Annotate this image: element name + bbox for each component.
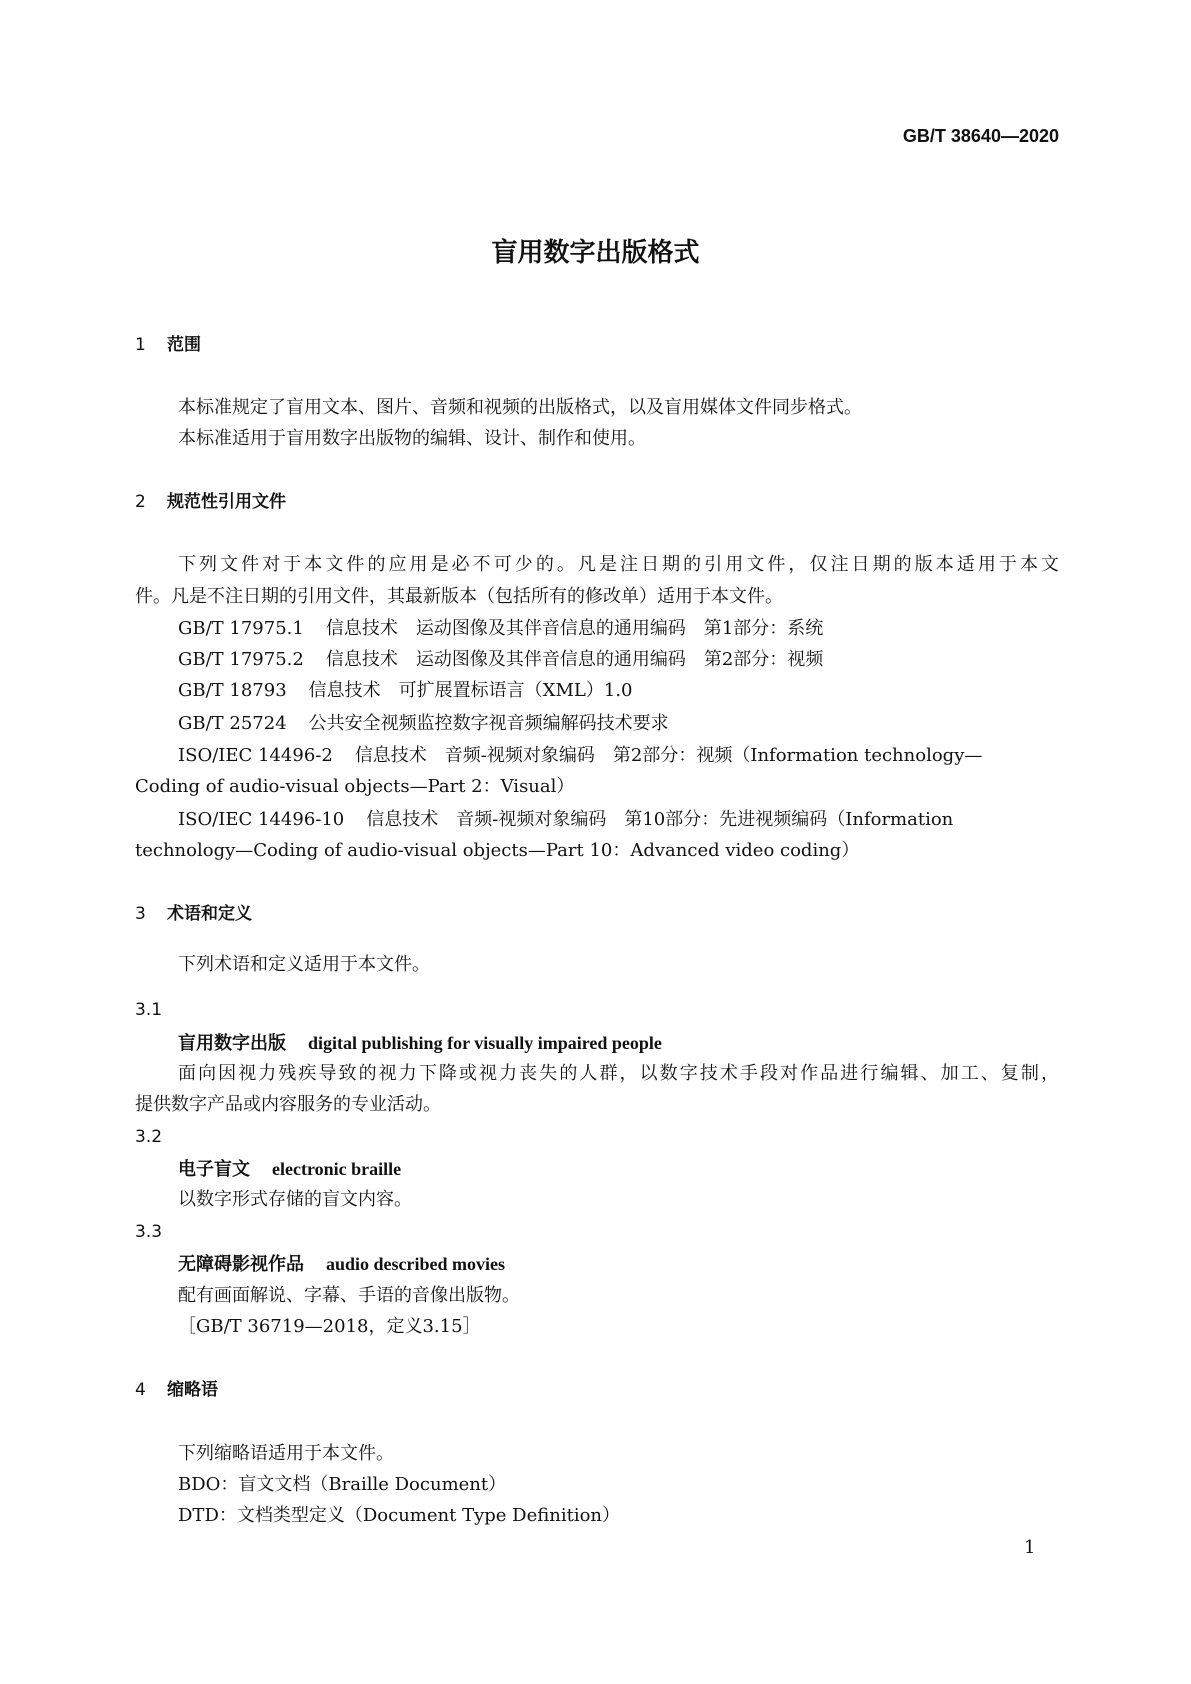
reference-code: GB/T 25724 [178,713,287,734]
reference-item [178,711,669,737]
section-number: 1 [135,335,146,355]
term-zh: 无障碍影视作品 [178,1254,304,1275]
paragraph: 本标准适用于盲用数字出版物的编辑、设计、制作和使用。 [178,428,646,449]
abbreviation-item: DTD：文档类型定义（Document Type Definition） [178,1505,621,1526]
term-heading [178,1030,662,1056]
reference-continuation: technology—Coding of audio-visual objects—Part 10：Advanced video coding） [135,840,860,861]
term-definition: 配有画面解说、字幕、手语的音像出版物。 [178,1285,520,1306]
section-title: 规范性引用文件 [167,492,286,512]
term-definition: 提供数字产品或内容服务的专业活动。 [135,1094,441,1115]
term-en: digital publishing for visually impaired people [308,1033,662,1053]
term-heading [178,1156,401,1182]
reference-title: 信息技术 运动图像及其伴音信息的通用编码 第1部分：系统 [325,618,824,639]
reference-title: 公共安全视频监控数字视音频编解码技术要求 [308,713,669,734]
abbreviation-item: BDO：盲文文档（Braille Document） [178,1474,507,1495]
section-heading-4 [135,1377,218,1403]
section-heading-2 [135,489,286,515]
term-definition: 面向因视力残疾导致的视力下降或视力丧失的人群，以数字技术手段对作品进行编辑、加工、复制， [178,1063,1059,1084]
document-title: 盲用数字出版格式 [491,238,700,268]
section-number: 4 [135,1380,146,1400]
reference-item [178,678,633,704]
reference-code: GB/T 18793 [178,680,287,701]
reference-code: ISO/IEC 14496-10 [178,809,345,830]
paragraph: 本标准规定了盲用文本、图片、音频和视频的出版格式，以及盲用媒体文件同步格式。 [178,397,862,418]
term-en: electronic braille [272,1159,402,1179]
section-title: 缩略语 [167,1380,218,1400]
paragraph: 下列术语和定义适用于本文件。 [178,954,430,975]
paragraph-line: 件。凡是不注日期的引用文件，其最新版本（包括所有的修改单）适用于本文件。 [135,586,783,607]
section-number: 3 [135,904,146,924]
term-zh: 电子盲文 [178,1159,250,1180]
section-title: 范围 [167,335,201,355]
reference-code: GB/T 17975.2 [178,649,304,670]
term-number: 3.1 [135,1000,163,1020]
reference-item [178,616,823,642]
reference-title: 信息技术 音频-视频对象编码 第10部分：先进视频编码（Information [366,809,954,830]
standard-number: GB/T 38640—2020 [902,126,1059,146]
reference-continuation: Coding of audio-visual objects—Part 2：Visual） [135,776,575,797]
section-heading-1 [135,332,201,358]
reference-item [178,807,1059,833]
paragraph: 下列缩略语适用于本文件。 [178,1443,394,1464]
term-en: audio described movies [326,1254,506,1274]
page-number: 1 [1024,1537,1036,1558]
term-number: 3.3 [135,1222,163,1242]
term-number: 3.2 [135,1127,163,1147]
term-source: ［GB/T 36719—2018，定义3.15］ [178,1316,481,1337]
reference-code: ISO/IEC 14496-2 [178,745,333,766]
section-heading-3 [135,901,252,927]
reference-item [178,647,823,673]
term-heading [178,1251,505,1277]
paragraph-line: 下列文件对于本文件的应用是必不可少的。凡是注日期的引用文件，仅注日期的版本适用于本文 [178,554,1059,575]
reference-title: 信息技术 运动图像及其伴音信息的通用编码 第2部分：视频 [325,649,824,670]
term-zh: 盲用数字出版 [178,1033,286,1054]
reference-item [178,743,1059,769]
term-definition: 以数字形式存储的盲文内容。 [178,1189,412,1210]
reference-title: 信息技术 可扩展置标语言（XML）1.0 [308,680,633,701]
section-number: 2 [135,492,146,512]
reference-code: GB/T 17975.1 [178,618,304,639]
reference-title: 信息技术 音频-视频对象编码 第2部分：视频（Information technology— [354,745,983,766]
section-title: 术语和定义 [167,904,252,924]
